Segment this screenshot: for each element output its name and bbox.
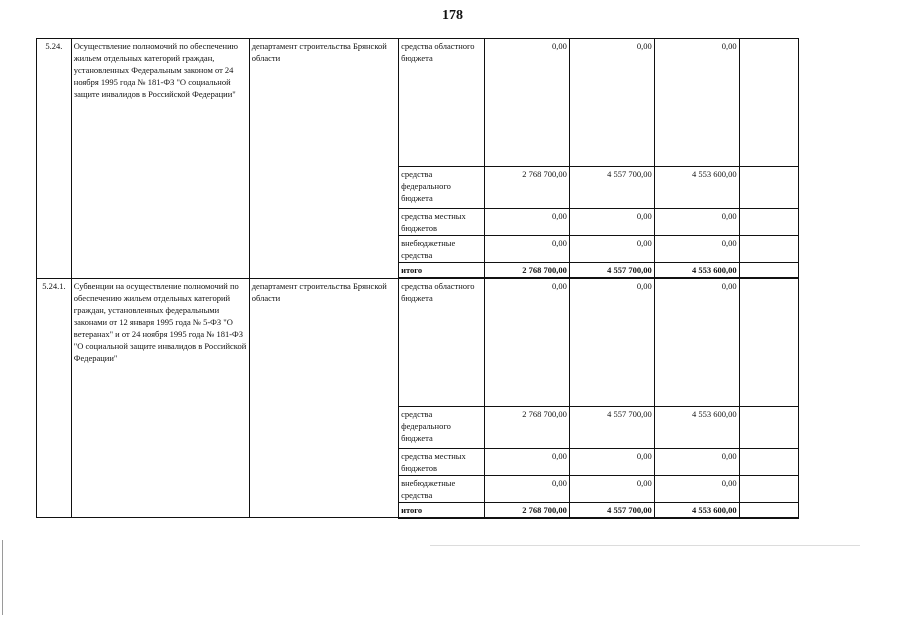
- funding-source: внебюджетные средства: [399, 236, 485, 263]
- empty-cell: [739, 263, 798, 279]
- executor: департамент строительства Брянской области: [249, 39, 398, 279]
- measure-name: Осуществление полномочий по обеспечению жильем отдельных категорий граждан, установленных Федеральным законом от 24 ноября 1995 года № 181-ФЗ "О социальной защите инвалидов в Российской Федерации": [71, 39, 249, 279]
- funding-source: итого: [399, 502, 485, 518]
- amount-year-3: 0,00: [654, 448, 739, 475]
- amount-year-2: 0,00: [569, 209, 654, 236]
- funding-source: средства местных бюджетов: [399, 209, 485, 236]
- page-number: 178: [442, 8, 463, 23]
- amount-year-3: 4 553 600,00: [654, 502, 739, 518]
- amount-year-1: 0,00: [484, 278, 569, 406]
- amount-year-3: 0,00: [654, 39, 739, 167]
- amount-year-2: 4 557 700,00: [569, 263, 654, 279]
- empty-cell: [739, 502, 798, 518]
- amount-year-1: 2 768 700,00: [484, 406, 569, 448]
- amount-year-1: 2 768 700,00: [484, 263, 569, 279]
- amount-year-1: 0,00: [484, 39, 569, 167]
- amount-year-2: 0,00: [569, 448, 654, 475]
- amount-year-1: 0,00: [484, 236, 569, 263]
- empty-cell: [739, 209, 798, 236]
- funding-source: средства федерального бюджета: [399, 167, 485, 209]
- amount-year-1: 2 768 700,00: [484, 167, 569, 209]
- amount-year-2: 0,00: [569, 475, 654, 502]
- row-number: 5.24.1.: [37, 278, 72, 518]
- amount-year-3: 4 553 600,00: [654, 406, 739, 448]
- amount-year-1: 0,00: [484, 475, 569, 502]
- amount-year-3: 0,00: [654, 278, 739, 406]
- empty-cell: [739, 448, 798, 475]
- amount-year-3: 4 553 600,00: [654, 263, 739, 279]
- amount-year-2: 0,00: [569, 278, 654, 406]
- funding-source: итого: [399, 263, 485, 279]
- amount-year-1: 2 768 700,00: [484, 502, 569, 518]
- amount-year-2: 4 557 700,00: [569, 406, 654, 448]
- empty-cell: [739, 236, 798, 263]
- empty-cell: [739, 278, 798, 406]
- empty-cell: [739, 406, 798, 448]
- measure-name: Субвенции на осуществление полномочий по обеспечению жильем отдельных категорий граждан, установленных федеральными законами от 12 января 1995 года № 5-ФЗ "О ветеранах" и от 24 ноября 1995 года № 181-ФЗ "О социальной защите инвалидов в Российской Федерации": [71, 278, 249, 518]
- funding-source: средства областного бюджета: [399, 278, 485, 406]
- amount-year-3: 0,00: [654, 475, 739, 502]
- amount-year-2: 4 557 700,00: [569, 502, 654, 518]
- amount-year-3: 0,00: [654, 236, 739, 263]
- table-row: [37, 278, 799, 406]
- amount-year-2: 4 557 700,00: [569, 167, 654, 209]
- funding-source: средства областного бюджета: [399, 39, 485, 167]
- funding-source: средства местных бюджетов: [399, 448, 485, 475]
- scan-mark-dots: [430, 545, 860, 546]
- scan-mark-left: [2, 540, 3, 615]
- amount-year-2: 0,00: [569, 39, 654, 167]
- empty-cell: [739, 167, 798, 209]
- row-number: 5.24.: [37, 39, 72, 279]
- amount-year-2: 0,00: [569, 236, 654, 263]
- amount-year-3: 0,00: [654, 209, 739, 236]
- empty-cell: [739, 39, 798, 167]
- amount-year-1: 0,00: [484, 209, 569, 236]
- amount-year-3: 4 553 600,00: [654, 167, 739, 209]
- amount-year-1: 0,00: [484, 448, 569, 475]
- budget-table: [36, 38, 799, 519]
- table-row: [37, 39, 799, 167]
- executor: департамент строительства Брянской области: [249, 278, 398, 518]
- funding-source: внебюджетные средства: [399, 475, 485, 502]
- funding-source: средства федерального бюджета: [399, 406, 485, 448]
- empty-cell: [739, 475, 798, 502]
